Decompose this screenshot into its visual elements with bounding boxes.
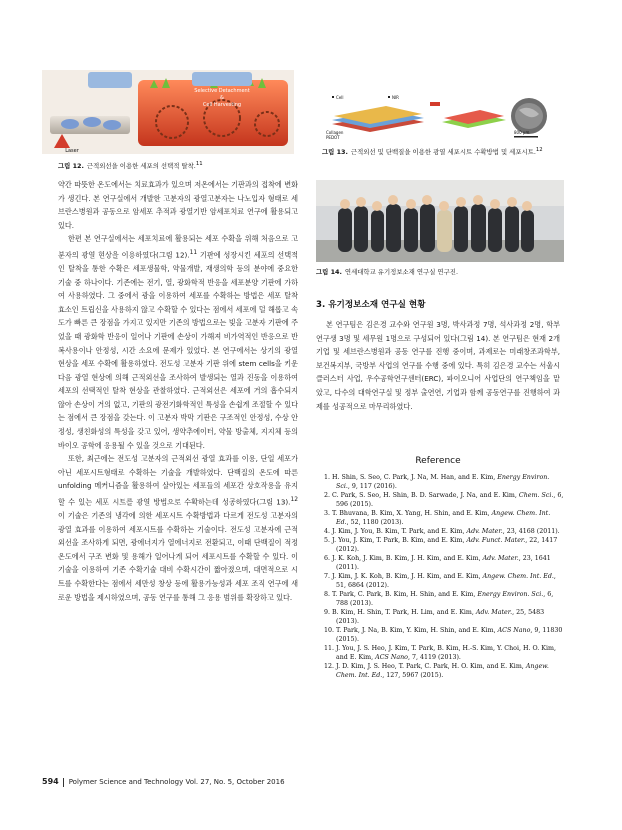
reference-heading: Reference xyxy=(415,456,461,466)
figure-13-collagen-label: Collagen xyxy=(326,130,344,135)
left-paragraph-2 xyxy=(58,232,298,452)
reference-authors: C. Park, S. Seo, H. Shin, B. D. Sarwade, J. Na, and E. Kim, xyxy=(332,491,519,499)
reference-journal: Angew. Chem. Int. Ed. xyxy=(336,663,549,679)
reference-number: 11. xyxy=(324,645,335,653)
reference-authors: J. D. Kim, J. S. Heo, T. Park, C. Park, H. O. Kim, and E. Kim, xyxy=(336,663,526,671)
reference-journal: Angew. Chem. Int. Ed. xyxy=(336,509,551,526)
right-paragraph-1: 본 연구팀은 김은경 교수와 연구원 3명, 박사과정 7명, 석사과정 2명, 학부연구생 3명 및 세무원 1명으로 구성되어 있다(그림 14). 본 연구팀은 현재 2개 기업 및 세브란스병원과 공동 연구를 진행 중이며, 과제로는 미래창조과학부, 보건복지부, 국방부 사업의 연구를 수행 중에 있다. 특히 김은경 교수는 서울시 클러스터 사업, 우수공학연구센터(ERC), 파이오니어 사업단의 연구책임을 맡았고, 다수의 대학연구실 및 정부 출연연, 기업과 함께 공동연구를 진행하여 과제를 성공적으로 마무리하였다. xyxy=(316,320,560,411)
reference-item xyxy=(324,573,564,591)
reference-item xyxy=(324,528,564,537)
figure-13-caption-ref: 12 xyxy=(535,147,543,153)
reference-journal: Energy Environ. Sci. xyxy=(336,474,550,490)
figure-13-caption-label: 그림 13. xyxy=(322,148,348,157)
journal-info: Polymer Science and Technology Vol. 27, No. 5, October 2016 xyxy=(68,778,285,786)
left-paragraph-2-part-b: 기판에 성장시킨 세포의 선택적인 탈착을 통한 수확은 세포생물학, 약물개발, 재생의학 등의 분야에 중요한 기술 중 하나이다. 기존에는 전기, 열, 광화학적 반응을 세포분양 기판에 가하여 사용하였다. 그 중에서 광을 이용하여 세포를 수확하는 방법은 세포 탈착 효소인 트립신을 사용하지 않고 수확할 수 있다는 점에서 세포에 덜 해롭고 속도가 빠른 큰 장점을 가지고 있지만 기존의 방법으로는 빛을 고분자 기판에 주었을 때 광화학 반응이 일어나 기판에 손상이 가해져 비가역적인 반응으로 반복사용이나 안정성, 시간 소요에 문제가 있었다. 본 연구에서는 상기의 광열 현상을 세포 수확에 활용하였다. 전도성 고분자 기판 위에 stem cells을 키운 다음 광열 현상에 의해 근적외선을 조사하여 발생되는 열과 진동을 이용하여 세포의 선택적인 탈착 현상을 관찰하였다. 근적외선은 세포에 거의 흡수되지 않아 손상이 거의 없고, 기판의 광전기화학적인 특성을 손쉽게 조절할 수 있다는 점에서 큰 장점을 갖는다. 이 고분자 박막 기판은 구조적인 안정성, 수상 안정성, 생친화성의 특성을 갖고 있어, 생약추에이터, 약물 방출체, 지지체 등의 바이오 공학에 응용될 수 있을 것으로 기대된다. xyxy=(58,250,298,450)
reference-journal: ACS Nano xyxy=(375,653,408,661)
reference-details: , 22, 1417 (2012). xyxy=(336,537,558,553)
figure-12-labels xyxy=(42,70,294,154)
reference-details: , 23, 4168 (2011). xyxy=(502,527,560,535)
reference-item xyxy=(324,663,564,681)
reference-authors: B. Kim, H. Shin, T. Park, H. Lim, and E. Kim, xyxy=(332,609,476,617)
reference-authors: T. Bhuvana, B. Kim, X. Yang, H. Shin, and E. Kim, xyxy=(332,509,492,517)
reference-number: 12. xyxy=(324,663,335,671)
figure-12-laser-label: Laser xyxy=(65,148,79,154)
figure-12-overlay-line3: Cell Harvesting xyxy=(202,102,242,108)
left-paragraph-3-part-a: 또한, 최근에는 전도성 고분자의 근적외선 광열 효과를 이용, 단일 세포가 아닌 세포시트형태로 수확하는 기술을 개발하였다. 단백질의 온도에 따른 unfolding 메커니즘을 활용하여 살아있는 세포들의 세포간 상호작용을 유지할 수 있는 세포 시트를 광열 방법으로 수확하는데 성공하였다(그림 13). xyxy=(58,454,298,507)
reference-number: 1. xyxy=(324,474,331,481)
figure-14-lab-members-photo xyxy=(316,180,564,262)
left-paragraph-2-ref: 11 xyxy=(189,248,198,256)
reference-item xyxy=(324,591,564,609)
reference-journal: Adv. Mater. xyxy=(466,527,503,535)
left-paragraph-3 xyxy=(58,452,298,604)
reference-number: 3. xyxy=(324,509,331,517)
page-number: 594 xyxy=(42,777,59,786)
reference-journal: Adv. Funct. Mater. xyxy=(466,537,526,545)
reference-item xyxy=(324,474,564,492)
reference-authors: T. Park, C. Park, B. Kim, H. Shin, and E. Kim, xyxy=(332,591,478,599)
reference-number: 2. xyxy=(324,491,331,499)
left-column-body xyxy=(58,178,298,604)
figure-12-overlay-line2: & xyxy=(220,95,224,101)
figure-12-caption-ref: 11 xyxy=(195,161,203,167)
figure-12-overlay-line1: Selective Detachment xyxy=(194,88,250,94)
left-paragraph-1: 약간 따뜻한 온도에서는 치료효과가 있으며 저온에서는 기판과의 접착에 변화가 생긴다. 본 연구실에서 개발한 고분자의 광열고분자는 나노입자 형태로 세브란스병원과 공동으로 암세포 추적과 광열기반 암세포치료 연구에 활용되고 있다. xyxy=(58,180,298,230)
reference-item xyxy=(324,645,564,663)
reference-details: , 6, 788 (2013). xyxy=(336,591,554,607)
reference-authors: J. You, J. S. Heo, J. Kim, T. Park, B. Kim, H.-S. Kim, Y. Choi, H. O. Kim, and E. Kim, xyxy=(336,645,556,661)
page-footer xyxy=(42,777,285,787)
reference-item xyxy=(324,537,564,555)
reference-journal: ACS Nano xyxy=(497,627,531,635)
left-paragraph-2-part-a: 한편 본 연구실에서는 세포치료에 활용되는 세포 수확을 위해 처음으로 고분자의 광열 현상을 이용하였다(그림 12). xyxy=(58,234,298,260)
reference-authors: J. You, J. Kim, T. Park, B. Kim, and E. Kim, xyxy=(332,537,467,545)
right-column-body xyxy=(316,318,560,413)
reference-number: 9. xyxy=(324,609,331,617)
reference-item xyxy=(324,510,564,528)
footer-divider xyxy=(63,778,64,787)
reference-authors: T. Park, J. Na, B. Kim, Y. Kim, H. Shin, and E. Kim, xyxy=(336,627,498,635)
reference-number: 6. xyxy=(324,555,331,563)
reference-journal: Adv. Mater. xyxy=(475,609,513,617)
figure-13-cell-label: Cell xyxy=(336,95,344,100)
left-paragraph-3-ref: 12 xyxy=(290,496,298,504)
reference-journal: Adv. Mater. xyxy=(482,555,519,563)
reference-details: , 9, 117 (2016). xyxy=(347,482,397,490)
reference-item xyxy=(324,609,564,627)
figure-13-caption xyxy=(322,146,543,156)
reference-details: , 51, 6864 (2012). xyxy=(336,573,556,589)
section-3-title: 3. 유기정보소재 연구실 현황 xyxy=(316,300,426,310)
reference-details: , 7, 4119 (2013). xyxy=(407,653,461,661)
reference-number: 8. xyxy=(324,591,331,599)
figure-13-labels xyxy=(324,92,550,140)
reference-details: , 9, 11830 (2015). xyxy=(336,627,563,643)
figure-14-caption xyxy=(316,268,458,276)
reference-authors: J. Kim, J. You, B. Kim, T. Park, and E. Kim, xyxy=(332,527,467,535)
reference-item xyxy=(324,555,564,573)
reference-authors: J. K. Koh, J. Kim, B. Kim, J. H. Kim, and E. Kim, xyxy=(332,555,483,563)
figure-12-caption-label: 그림 12. xyxy=(58,162,84,171)
reference-number: 4. xyxy=(324,527,331,535)
figure-12-caption xyxy=(58,160,203,170)
figure-13-pedot-label: PEDOT xyxy=(326,135,340,140)
figure-12-caption-text: 근적외선을 이용한 세포의 선택적 탈착. xyxy=(86,162,196,171)
reference-journal: Chem. Sci. xyxy=(518,491,554,499)
reference-details: , 127, 5967 (2015). xyxy=(382,671,444,679)
reference-journal: Angew. Chem. Int. Ed. xyxy=(482,573,554,581)
reference-number: 7. xyxy=(324,573,331,581)
figure-13-scale-label: 800 μm xyxy=(514,130,530,135)
reference-authors: J. Kim, J. K. Koh, B. Kim, J. H. Kim, and E. Kim, xyxy=(332,573,483,581)
figure-13-nir-label: NIR xyxy=(392,95,399,100)
reference-authors: H. Shin, S. Seo, C. Park, J. Na, M. Han, and E. Kim, xyxy=(332,474,498,481)
reference-number: 10. xyxy=(324,627,335,635)
reference-details: , 23, 1641 (2011). xyxy=(336,555,551,571)
reference-number: 5. xyxy=(324,537,331,545)
figure-14-caption-label: 그림 14. xyxy=(316,268,342,276)
reference-journal: Energy Environ. Sci. xyxy=(477,591,544,599)
figure-14-caption-text: 연세대학교 유기정보소재 연구실 연구진. xyxy=(344,268,458,276)
reference-details: , 52, 1180 (2013). xyxy=(346,518,404,526)
reference-item xyxy=(324,627,564,645)
figure-13-caption-text: 근적외선 및 단백질을 이용한 광열 세포시트 수확방법 및 세포시트. xyxy=(350,148,536,157)
reference-details: , 6, 596 (2015). xyxy=(336,491,564,508)
reference-details: , 25, 5483 (2013). xyxy=(336,609,545,625)
left-paragraph-3-part-b: 이 기술은 기존의 냉각에 의한 세포시트 수확방법과 다르게 전도성 고분자의 광열 효과를 이용하여 세포시트를 수확하는 기술이다. 전도성 고분자에 근적외선을 조사하게 되면, 광에너지가 열에너지로 전환되고, 이때 단백질이 적정 온도에서 구조 변화 및 용해가 일어나게 되어 세포시트를 수확할 수 있다. 이 기술을 이용하여 기존 수확기술 대비 수확시간이 짧아졌으며, 대면적으로 시트를 수확한다는 점에서 세만성 창상 등에 활용가능성과 세포 조직 연구에 새로운 방법을 제시하였으며, 공동 연구를 통해 그 응용 범위를 확장하고 있다. xyxy=(58,511,298,602)
reference-item xyxy=(324,492,564,510)
figure-14-graphic xyxy=(316,180,564,262)
reference-list xyxy=(324,474,564,681)
